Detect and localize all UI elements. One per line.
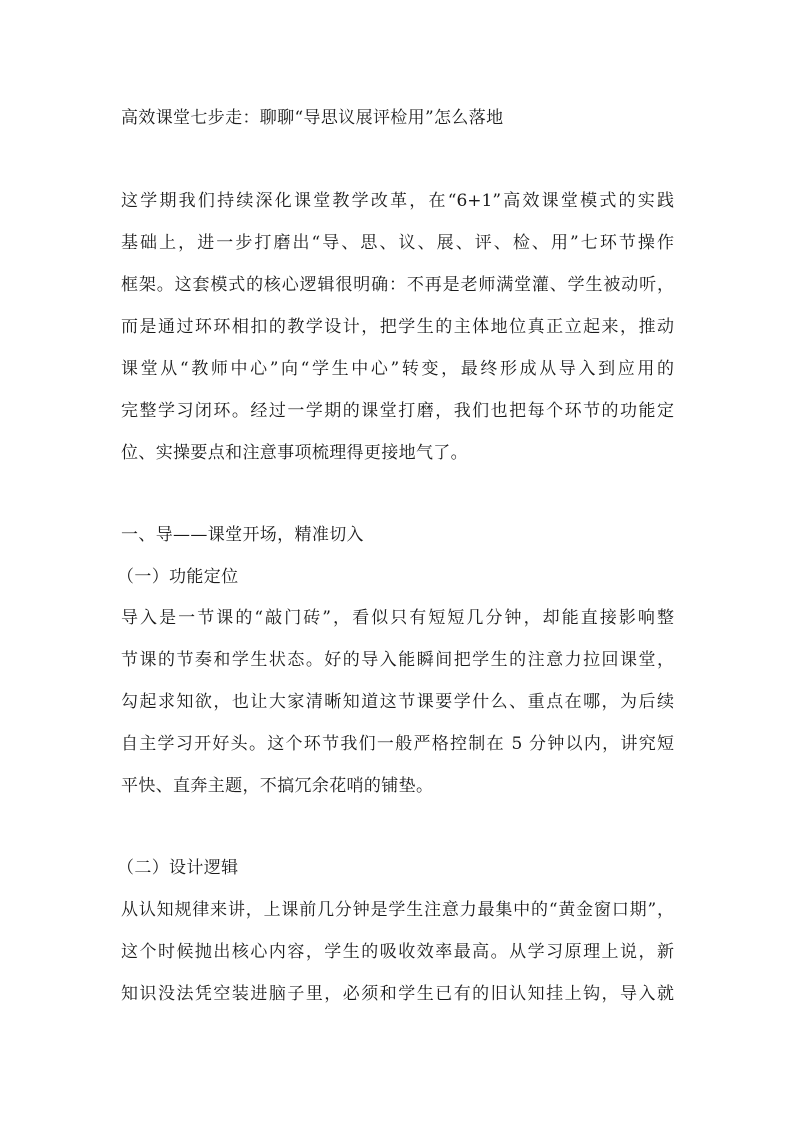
subsection-heading: （二）设计逻辑 — [117, 858, 239, 878]
body-line: 从认知规律来讲，上课前几分钟是学生注意力最集中的“黄金窗口期”， — [121, 900, 674, 920]
body-line: 知识没法凭空装进脑子里，必须和学生已有的旧认知挂上钩，导入就 — [121, 984, 674, 1004]
intro-line: 这学期我们持续深化课堂教学改革，在“6+1”高效课堂模式的实践 — [121, 191, 674, 211]
intro-line: 框架。这套模式的核心逻辑很明确：不再是老师满堂灌、学生被动听， — [121, 275, 674, 295]
subsection-heading: （一）功能定位 — [117, 567, 239, 587]
intro-line: 课堂从“教师中心”向“学生中心”转变，最终形成从导入到应用的 — [121, 359, 674, 379]
intro-line: 而是通过环环相扣的教学设计，把学生的主体地位真正立起来，推动 — [121, 317, 674, 337]
intro-line: 基础上，进一步打磨出“导、思、议、展、评、检、用”七环节操作 — [121, 233, 674, 253]
body-line: 节课的节奏和学生状态。好的导入能瞬间把学生的注意力拉回课堂， — [121, 650, 674, 670]
body-line: 平快、直奔主题，不搞冗余花哨的铺垫。 — [121, 776, 434, 796]
body-line: 自主学习开好头。这个环节我们一般严格控制在 5 分钟以内，讲究短 — [121, 734, 674, 754]
intro-line: 位、实操要点和注意事项梳理得更接地气了。 — [121, 443, 468, 463]
document-title: 高效课堂七步走：聊聊“导思议展评检用”怎么落地 — [121, 108, 504, 128]
body-line: 导入是一节课的“敲门砖”，看似只有短短几分钟，却能直接影响整 — [121, 608, 674, 628]
section-heading: 一、导——课堂开场，精准切入 — [121, 525, 364, 545]
intro-line: 完整学习闭环。经过一学期的课堂打磨，我们也把每个环节的功能定 — [121, 401, 674, 421]
body-line: 勾起求知欲，也让大家清晰知道这节课要学什么、重点在哪，为后续 — [121, 692, 674, 712]
body-line: 这个时候抛出核心内容，学生的吸收效率最高。从学习原理上说，新 — [121, 942, 674, 962]
